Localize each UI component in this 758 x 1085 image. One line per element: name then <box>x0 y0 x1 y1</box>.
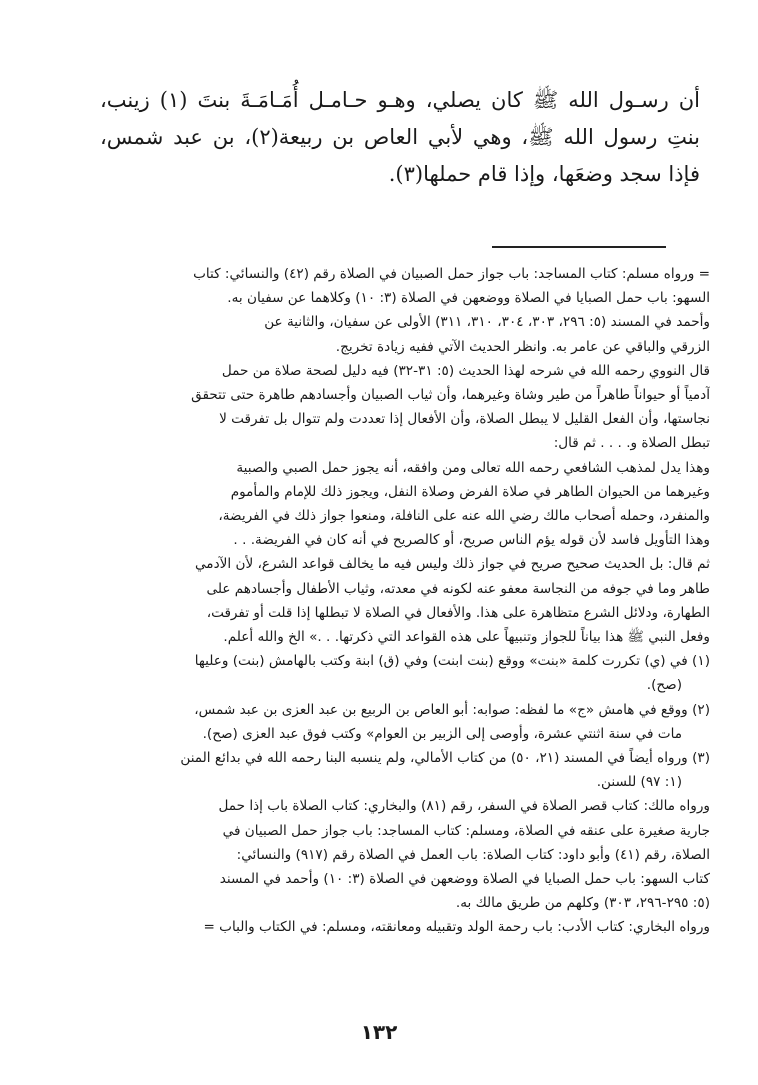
footnote-line: جارية صغيرة على عنقه في الصلاة، ومسلم: كتاب المساجد: باب جواز حمل الصبيان في <box>222 822 710 839</box>
hadith-text <box>100 82 700 193</box>
footnote-line: مات في سنة اثنتي عشرة، وأوصى إلى الزبير بن العوام» وكتب فوق عبد العزى (صح). <box>202 725 682 742</box>
main-text-line: أن رسـول الله ﷺ كان يصلي، وهـو حـامـل أُمَـامَـةَ بنتَ (١) زينب، <box>100 88 701 112</box>
main-text-line: بنتِ رسول الله ﷺ، وهي لأبي العاص بن ربيعة(٢)، بن عبد شمس، <box>100 125 700 149</box>
footnote-line: ثم قال: بل الحديث صحيح صريح في جواز ذلك وليس فيه ما يخالف قواعد الشرع، لأن الآدمي <box>194 556 710 573</box>
footnote-line: نجاستها، وأن الفعل القليل لا يبطل الصلاة، وأن الأفعال إذا تعددت ولم تتوال بل تفرقت لا <box>219 411 710 428</box>
footnote-line: وأحمد في المسند (٥: ٢٩٦، ٣٠٣، ٣٠٤، ٣١٠، ٣١١) الأولى عن سفيان، والثانية عن <box>264 314 710 331</box>
footnote-line: (١: ٩٧) للسنن. <box>596 774 682 791</box>
footnote-line: (٢) ووقع في هامش «ج» ما لفظه: صوابه: أبو العاص بن الربيع بن عبد العزى بن عبد شمس، <box>194 701 710 718</box>
footnote-line: والمنفرد، وحمله أصحاب مالك رضي الله عنه على النافلة، ومنعوا جواز ذلك في الفريضة، <box>218 508 710 525</box>
footnote-line: طاهر وما في جوفه من النجاسة معفو عنه لكونه في معدته، وثياب الأطفال وأجسادهم على <box>206 580 710 597</box>
footnote-line: ورواه البخاري: كتاب الأدب: باب رحمة الولد وتقبيله ومعانقته، ومسلم: في الكتاب والباب = <box>203 919 710 936</box>
footnotes <box>98 262 710 940</box>
footnote-line: = ورواه مسلم: كتاب المساجد: باب جواز حمل الصبيان في الصلاة رقم (٤٢) والنسائي: كتاب <box>193 266 710 282</box>
page-number: ١٣٢ <box>360 1020 398 1044</box>
footnote-line: آدمياً أو حيواناً طاهراً من طير وشاة وغيرهما، وأن ثياب الصبيان وأجسادهم طاهرة حتى تتحقق <box>191 387 710 404</box>
main-text-line: فإذا سجد وضعَها، وإذا قام حملها(٣). <box>388 162 700 186</box>
footnote-line: ورواه مالك: كتاب قصر الصلاة في السفر، رقم (٨١) والبخاري: كتاب الصلاة باب إذا حمل <box>218 798 710 815</box>
footnote-line: وهذا التأويل فاسد لأن قوله يؤم الناس صريح، أو كالصريح في أنه كان في الفريضة. . . <box>233 532 710 549</box>
footnote-line: (٣) ورواه أيضاً في المسند (٢١، ٥٠) من كتاب الأمالي، ولم ينسبه البنا رحمه الله في بدائع المنن <box>180 750 710 767</box>
footnote-line: (٥: ٢٩٥-٢٩٦، ٣٠٣) وكلهم من طريق مالك به. <box>455 895 710 912</box>
footnote-line: الزرقي والباقي عن عامر به. وانظر الحديث الآتي ففيه زيادة تخريج. <box>335 338 710 355</box>
footnote-line: الطهارة، ودلائل الشرع متظاهرة على هذا. والأفعال في الصلاة لا تبطلها إذا قلت أو تفرقت، <box>206 604 710 621</box>
footnote-line: (صح). <box>646 677 682 694</box>
footnote-separator <box>492 246 666 248</box>
footnote-line: وهذا يدل لمذهب الشافعي رحمه الله تعالى ومن وافقه، أنه يجوز حمل الصبي والصبية <box>236 459 710 476</box>
footnote-line: تبطل الصلاة و. . . . ثم قال: <box>553 435 710 452</box>
footnote-line: الصلاة، رقم (٤١) وأبو داود: كتاب الصلاة: باب العمل في الصلاة رقم (٩١٧) والنسائي: <box>236 846 710 863</box>
footnote-line: (١) في (ي) تكررت كلمة «بنت» ووقع (بنت ابنت) وفي (ق) ابنة وكتب بالهامش (بنت) وعليها <box>194 653 710 670</box>
footnote-line: قال النووي رحمه الله في شرحه لهذا الحديث (٥: ٣١-٣٢) فيه دليل لصحة صلاة من حمل <box>221 362 710 379</box>
footnote-line: وفعل النبي ﷺ هذا بياناً للجواز وتنبيهاً على هذه القواعد التي ذكرتها. . .» الخ والله أعلم. <box>223 629 710 646</box>
footnote-line: السهو: باب حمل الصبايا في الصلاة ووضعهن في الصلاة (٣: ١٠) وكلاهما عن سفيان به. <box>227 290 710 307</box>
footnote-line: كتاب السهو: باب حمل الصبايا في الصلاة ووضعهن في الصلاة (٣: ١٠) وأحمد في المسند <box>219 871 710 888</box>
footnote-line: وغيرهما من الحيوان الطاهر في صلاة الفرض وصلاة النفل، ويجوز ذلك للإمام والمأموم <box>230 483 710 500</box>
